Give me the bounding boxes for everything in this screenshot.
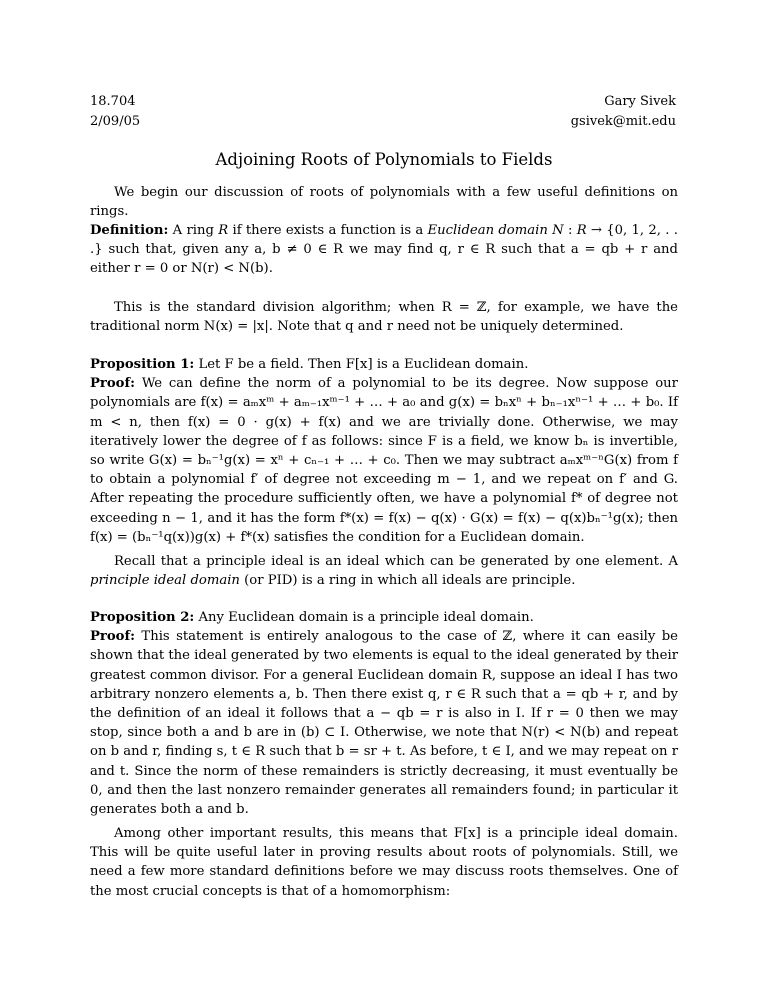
author-name: Gary Sivek xyxy=(604,94,676,109)
prop1-proof: We can define the norm of a polynomial to be its degree. Now suppose our polynomials are f(x) = aₘxᵐ + aₘ₋₁xᵐ⁻¹ + … + a₀ and g(x) = bₙxⁿ + bₙ₋₁xⁿ⁻¹ + … + b₀. If m < n, then f(x) = 0 · g(x) + f(x) and we are trivially done. Otherwise, we may iteratively lower the degree of f as follows: since F is a field, we know bₙ is invertible, so write G(x) = bₙ⁻¹g(x) = xⁿ + cₙ₋₁ + … + c₀. Then we may subtract aₘxᵐ⁻ⁿG(x) from f to obtain a polynomial f′ of degree not exceeding m − 1, and we repeat on f′ and G. After repeating the procedure sufficiently often, we have a polynomial f* of degree not exceeding n − 1, and it has the form f*(x) = f(x) − q(x) · G(x) = f(x) − q(x)bₙ⁻¹g(x); then f(x) = (bₙ⁻¹q(x))g(x) + f*(x) satisfies the condition for a Euclidean domain. xyxy=(90,376,678,545)
proposition-1 xyxy=(90,355,678,547)
definition-text-b: if there exists a function xyxy=(232,223,396,238)
document-date: 2/09/05 xyxy=(90,114,141,129)
prop2-proof-label: Proof: xyxy=(90,629,135,645)
definition-text-a: A ring xyxy=(172,223,214,238)
definition-term: Euclidean domain xyxy=(427,223,548,238)
course-number: 18.704 xyxy=(90,94,136,109)
pid-text-a: Recall that a principle ideal is an ideal which can be generated by one element. A xyxy=(114,554,678,569)
prop2-label: Proposition 2: xyxy=(90,610,195,625)
definition-symbol-r: R xyxy=(218,223,229,238)
prop1-label: Proposition 1: xyxy=(90,357,195,372)
pid-paragraph xyxy=(90,552,678,590)
definition-label: Definition: xyxy=(90,223,169,238)
definition-function: N : R → {0, 1, 2, . . .} xyxy=(90,223,678,258)
pid-text-b: (or PID) is a ring in which all ideals are principle. xyxy=(244,573,576,589)
intro-paragraph: We begin our discussion of roots of polynomials with a few useful definitions on rings. xyxy=(90,185,678,220)
closing-paragraph: Among other important results, this means that F[x] is a principle ideal domain. This will be quite useful later in proving results about roots of polynomials. Still, we need a few more standard definitions before we may discuss roots themselves. One of the most crucial concepts is that of a homomorphism: xyxy=(90,826,678,899)
document-title: Adjoining Roots of Polynomials to Fields xyxy=(215,150,553,169)
proposition-2 xyxy=(90,608,678,819)
prop2-statement: Any Euclidean domain is a principle ideal domain. xyxy=(198,610,534,625)
header-right xyxy=(571,92,676,132)
definition-tail: such that, given any a, b ≠ 0 ∈ R we may find q, r ∈ R such that a = qb + r and either r = 0 or N(r) < N(b). xyxy=(90,242,678,277)
prop2-proof: This statement is entirely analogous to the case of ℤ, where it can easily be shown that the ideal generated by two elements is equal to the ideal generated by their greatest common divisor. For a general Euclidean domain R, suppose an ideal I has two arbitrary nonzero elements a, b. Then there exist q, r ∈ R such that a = qb + r, and by the definition of an ideal it follows that a − qb = r is also in I. If r = 0 then we may stop, since both a and b are in (b) ⊂ I. Otherwise, we note that N(r) < N(b) and repeat on b and r, finding s, t ∈ R such that b = sr + t. As before, t ∈ I, and we may repeat on r and t. Since the norm of these remainders is strictly decreasing, it must eventually be 0, and then the last nonzero remainder generates all remainders found; in particular it generates both a and b. xyxy=(90,629,678,818)
prop1-statement: Let F be a field. Then F[x] is a Euclidean domain. xyxy=(198,357,529,372)
header-left xyxy=(90,92,140,132)
definition-paragraph: Definition: A ring R if there exists a function is a Euclidean domain N : R → {0, 1, 2, . . .} such that, given any a, b ≠ 0 ∈ R we may find q, r ∈ R such that a = qb + r and either r = 0 or N(r) < N(b). xyxy=(90,223,678,277)
author-email: gsivek@mit.edu xyxy=(570,114,676,129)
pid-term: principle ideal domain xyxy=(90,573,240,589)
prop1-proof-label: Proof: xyxy=(90,376,135,392)
division-paragraph: This is the standard division algorithm; when R = ℤ, for example, we have the traditional norm N(x) = |x|. Note that q and r need not be uniquely determined. xyxy=(90,300,678,335)
